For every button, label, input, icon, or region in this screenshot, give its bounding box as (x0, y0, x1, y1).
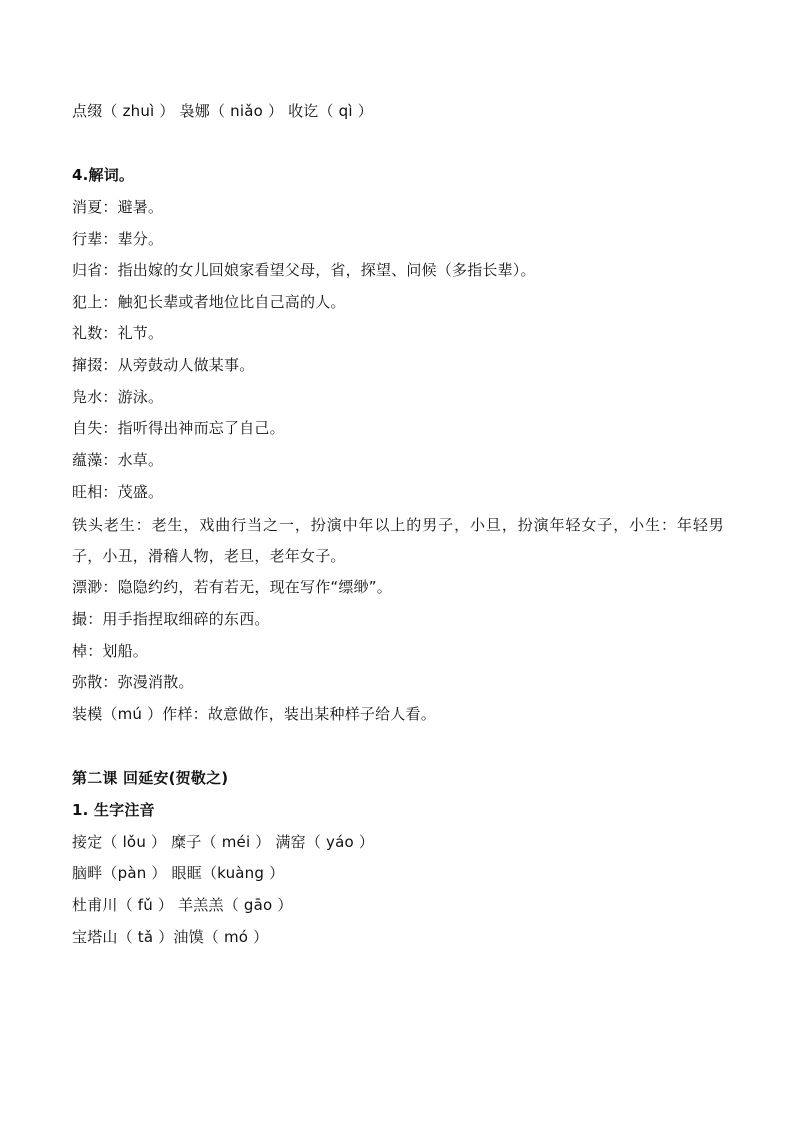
lesson-2-subheading: 1. 生字注音 (72, 801, 155, 819)
pinyin-line: 宝塔山（ tǎ ）油馍（ mó ） (72, 928, 269, 946)
definition-item: 装模（mú ）作样：故意做作，装出某种样子给人看。 (72, 705, 436, 723)
definition-item: 弥散：弥漫消散。 (72, 673, 194, 691)
section-4-heading: 4.解词。 (72, 166, 135, 184)
definition-item: 棹：划船。 (72, 642, 149, 660)
definition-item: 撮：用手指捏取细碎的东西。 (72, 610, 270, 628)
definition-item: 消夏：避暑。 (72, 198, 164, 216)
definition-item: 凫水：游泳。 (72, 388, 164, 406)
definition-item: 行辈：辈分。 (72, 230, 164, 248)
definition-item: 撺掇：从旁鼓动人做某事。 (72, 356, 255, 374)
definition-item: 旺相：茂盛。 (72, 483, 164, 501)
definition-item: 铁头老生：老生，戏曲行当之一，扮演中年以上的男子，小旦，扮演年轻女子，小生：年轻男子，小丑，滑稽人物，老旦，老年女子。 (72, 516, 724, 565)
definition-item: 漂渺：隐隐约约，若有若无，现在写作“缥缈”。 (72, 578, 392, 596)
definition-item: 犯上：触犯长辈或者地位比自己高的人。 (72, 293, 346, 311)
pinyin-line: 杜甫川（ fǔ ） 羊羔羔（ gāo ） (72, 896, 293, 914)
pinyin-line: 接定（ lǒu ） 糜子（ méi ） 满窑（ yáo ） (72, 833, 375, 851)
definition-item: 自失：指听得出神而忘了自己。 (72, 419, 285, 437)
definition-item: 归省：指出嫁的女儿回娘家看望父母，省，探望、问候（多指长辈）。 (72, 261, 536, 279)
pinyin-line-top: 点缀（ zhuì ） 袅娜（ niǎo ） 收讫（ qì ） (72, 102, 373, 120)
lesson-2-title: 第二课 回延安(贺敬之) (72, 769, 229, 787)
definition-item: 礼数：礼节。 (72, 324, 164, 342)
pinyin-line: 脑畔（pàn ） 眼眶（kuàng ） (72, 864, 285, 882)
definition-item: 蕴藻：水草。 (72, 451, 164, 469)
